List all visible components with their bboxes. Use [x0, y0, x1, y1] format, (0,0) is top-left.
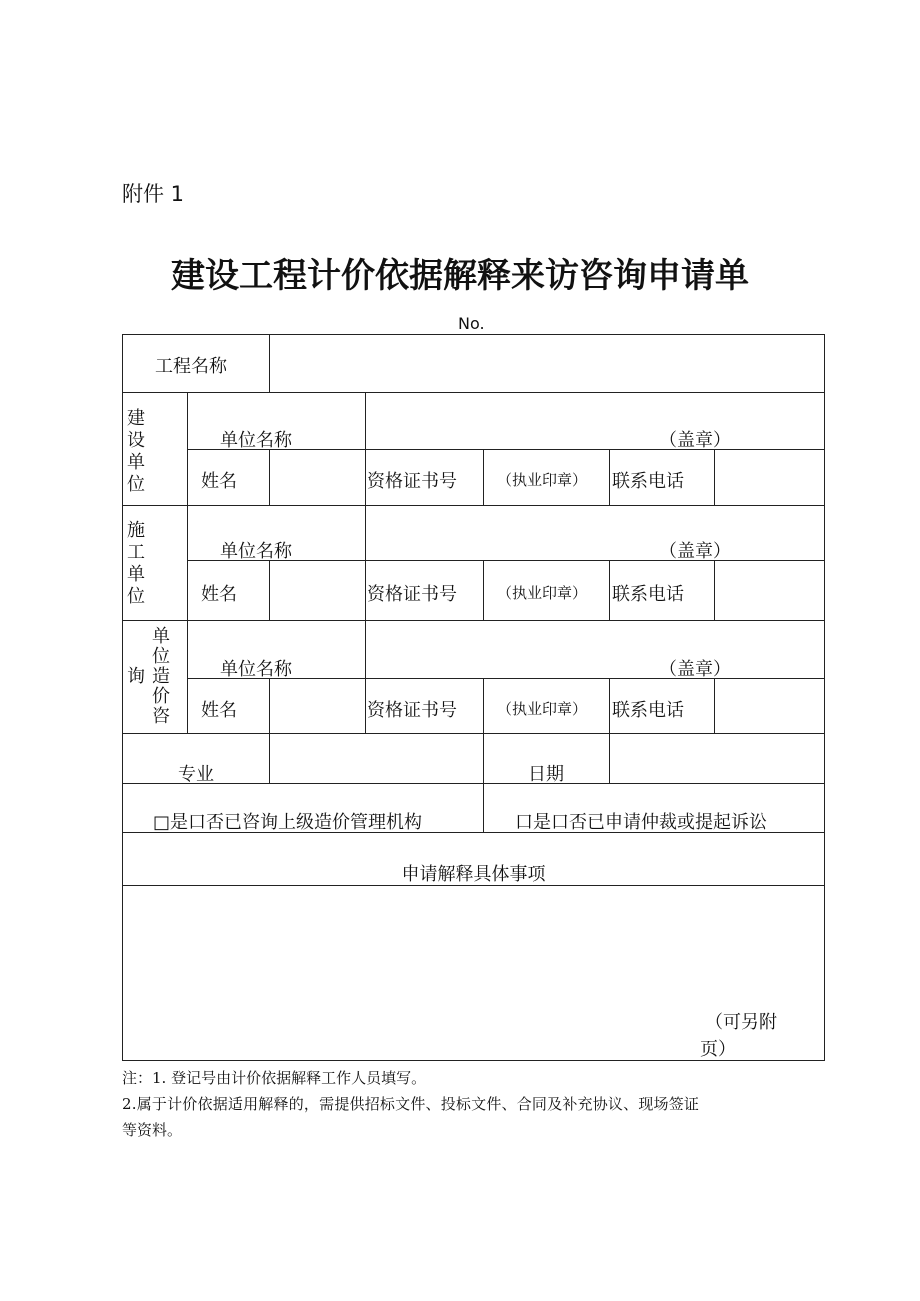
- note-2-line2: 等资料。: [122, 1121, 183, 1139]
- builder-unit-name-field[interactable]: [368, 394, 822, 447]
- contractor-phone-field[interactable]: [716, 562, 822, 618]
- builder-cert-label: 资格证书号: [367, 471, 457, 492]
- contractor-unit-name-field[interactable]: [368, 507, 822, 558]
- contractor-stamp-label: （执业印章）: [497, 584, 588, 602]
- consult-phone-label: 联系电话: [612, 700, 684, 721]
- consult-name-field[interactable]: [272, 680, 363, 731]
- date-field[interactable]: [612, 735, 822, 781]
- consult-cert-label: 资格证书号: [367, 700, 457, 721]
- consult-seal-label: （盖章）: [659, 659, 731, 680]
- contractor-unit-name-label: 单位名称: [220, 541, 292, 562]
- note-2-line1: 2.属于计价依据适用解释的，需提供招标文件、投标文件、合同及补充协议、现场签证: [122, 1095, 700, 1113]
- consult-stamp-label: （执业印章）: [497, 700, 588, 718]
- project-name-label: 工程名称: [155, 356, 227, 377]
- builder-phone-field[interactable]: [716, 451, 822, 503]
- form-title: 建设工程计价依据解释来访咨询申请单: [171, 256, 749, 296]
- project-name-field[interactable]: [272, 336, 822, 390]
- contractor-seal-label: （盖章）: [659, 541, 731, 562]
- consult-unit-name-field[interactable]: [368, 622, 822, 676]
- attach-more-note-line1: （可另附: [705, 1012, 777, 1033]
- consult-unit-name-label: 单位名称: [220, 659, 292, 680]
- builder-seal-label: （盖章）: [659, 430, 731, 451]
- consulted-upper-checkbox[interactable]: □是口否已咨询上级造价管理机构: [153, 812, 423, 833]
- contractor-name-label: 姓名: [201, 584, 237, 605]
- matter-heading: 申请解释具体事项: [401, 864, 546, 885]
- consult-name-label: 姓名: [201, 700, 237, 721]
- builder-phone-label: 联系电话: [612, 471, 684, 492]
- consult-phone-field[interactable]: [716, 680, 822, 731]
- attach-more-note-line2: 页）: [700, 1039, 736, 1060]
- major-label: 专业: [178, 764, 214, 785]
- builder-stamp-label: （执业印章）: [497, 471, 588, 489]
- contractor-cert-label: 资格证书号: [367, 584, 457, 605]
- major-field[interactable]: [272, 735, 481, 781]
- contractor-phone-label: 联系电话: [612, 584, 684, 605]
- matter-textarea[interactable]: [124, 887, 823, 1007]
- builder-unit-name-label: 单位名称: [220, 430, 292, 451]
- builder-name-field[interactable]: [272, 451, 363, 503]
- builder-name-label: 姓名: [201, 471, 237, 492]
- number-label: No.: [458, 314, 485, 333]
- note-1: 注：1. 登记号由计价依据解释工作人员填写。: [122, 1069, 427, 1087]
- attachment-label: 附件 1: [122, 182, 185, 206]
- contractor-name-field[interactable]: [272, 562, 363, 618]
- arbitration-checkbox[interactable]: 口是口否已申请仲裁或提起诉讼: [515, 812, 767, 833]
- date-label: 日期: [528, 764, 564, 785]
